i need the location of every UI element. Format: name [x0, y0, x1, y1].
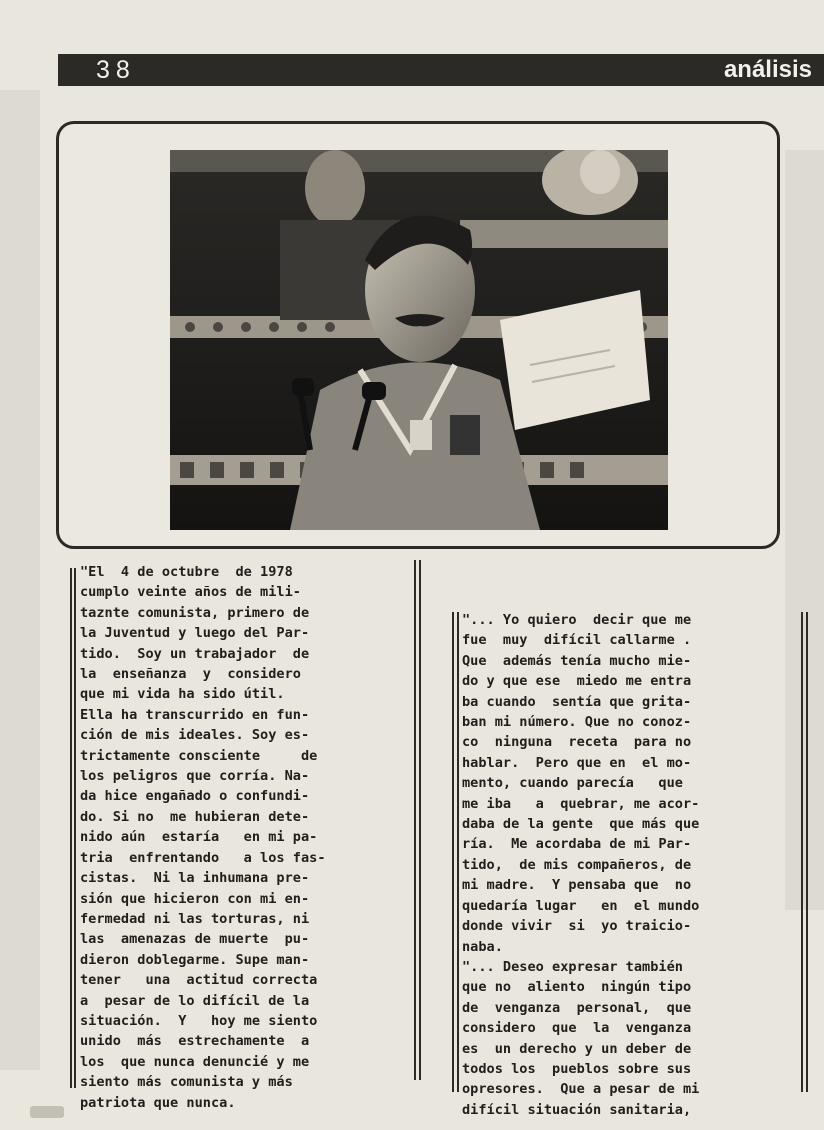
news-photo	[170, 150, 668, 530]
text-line: sión que hicieron con mi en-	[80, 890, 310, 907]
text-line: todos los pueblos sobre sus	[462, 1060, 692, 1077]
article-column-right	[462, 610, 800, 1120]
text-line: las amenazas de muerte pu-	[80, 931, 310, 948]
text-line: hablar. Pero que en el mo-	[462, 754, 692, 771]
text-line: dieron doblegarme. Supe man-	[80, 951, 310, 968]
text-line: la Juventud y luego del Par-	[80, 625, 310, 642]
text-line: da hice engañado o confundi-	[80, 788, 310, 805]
article-column-left	[80, 562, 410, 1113]
text-line: Ella ha transcurrido en fun-	[80, 706, 310, 723]
text-line: considero que la venganza	[462, 1020, 692, 1037]
text-line: ría. Me acordaba de mi Par-	[462, 836, 692, 853]
text-line: co ninguna receta para no	[462, 734, 692, 751]
column-rule-right-b	[806, 612, 808, 1092]
column-rule-center-a	[414, 560, 416, 1080]
column-rule-mid-left	[452, 612, 454, 1092]
text-line: que mi vida ha sido útil.	[80, 686, 285, 703]
text-line: mento, cuando parecía que	[462, 775, 683, 792]
text-line: do y que ese miedo me entra	[462, 673, 692, 690]
text-line: difícil situación sanitaria,	[462, 1101, 692, 1118]
text-line: tido, de mis compañeros, de	[462, 856, 692, 873]
text-line: los peligros que corría. Na-	[80, 768, 310, 785]
text-line: do. Si no me hubieran dete-	[80, 808, 310, 825]
text-line: de venganza personal, que	[462, 999, 692, 1016]
text-line: fermedad ni las torturas, ni	[80, 910, 310, 927]
show-through-left	[0, 90, 40, 1070]
text-line: trictamente consciente de	[80, 747, 318, 764]
page-number: 38	[96, 56, 136, 84]
text-line: naba.	[462, 938, 503, 955]
text-line: "... Yo quiero decir que me	[462, 612, 692, 628]
text-line: opresores. Que a pesar de mi	[462, 1081, 700, 1098]
text-line: patriota que nunca.	[80, 1094, 236, 1111]
text-line: es un derecho y un deber de	[462, 1040, 692, 1057]
text-line: ban mi número. Que no conoz-	[462, 714, 692, 731]
text-line: Que además tenía mucho mie-	[462, 652, 692, 669]
section-title: análisis	[723, 56, 812, 83]
column-rule-right-a	[801, 612, 803, 1092]
text-line: tria enfrentando a los fas-	[80, 849, 326, 866]
photo-icon	[170, 150, 668, 530]
text-line: cistas. Ni la inhumana pre-	[80, 870, 310, 887]
text-line: me iba a quebrar, me acor-	[462, 795, 700, 812]
text-line: mi madre. Y pensaba que no	[462, 877, 692, 894]
text-line: siento más comunista y más	[80, 1074, 293, 1091]
page-header	[58, 54, 824, 86]
text-line: nido aún estaría en mi pa-	[80, 829, 318, 846]
column-rule-left-inner	[74, 568, 76, 1088]
page-corner-mark	[30, 1106, 64, 1118]
text-line: donde vivir si yo traicio-	[462, 918, 692, 935]
text-line: fue muy difícil callarme .	[462, 632, 692, 649]
text-line: daba de la gente que más que	[462, 816, 700, 833]
text-line: a pesar de lo difícil de la	[80, 992, 310, 1009]
text-line: cumplo veinte años de mili-	[80, 584, 301, 601]
text-line: unido más estrechamente a	[80, 1033, 310, 1050]
text-line: ba cuando sentía que grita-	[462, 693, 692, 710]
column-rule-left-outer	[70, 568, 72, 1088]
column-rule-center-b	[419, 560, 421, 1080]
text-line: tido. Soy un trabajador de	[80, 645, 310, 662]
text-line: "... Deseo expresar también	[462, 958, 683, 975]
text-line: ción de mis ideales. Soy es-	[80, 727, 310, 744]
text-line: la enseñanza y considero	[80, 666, 301, 683]
text-line: los que nunca denuncié y me	[80, 1053, 310, 1070]
column-rule-mid-right	[457, 612, 459, 1092]
text-line: tener una actitud correcta	[80, 972, 318, 989]
text-line: taznte comunista, primero de	[80, 604, 310, 621]
text-line: que no aliento ningún tipo	[462, 979, 692, 996]
text-line: quedaría lugar en el mundo	[462, 897, 700, 914]
text-line: "El 4 de octubre de 1978	[80, 564, 293, 580]
text-line: situación. Y hoy me siento	[80, 1012, 318, 1029]
